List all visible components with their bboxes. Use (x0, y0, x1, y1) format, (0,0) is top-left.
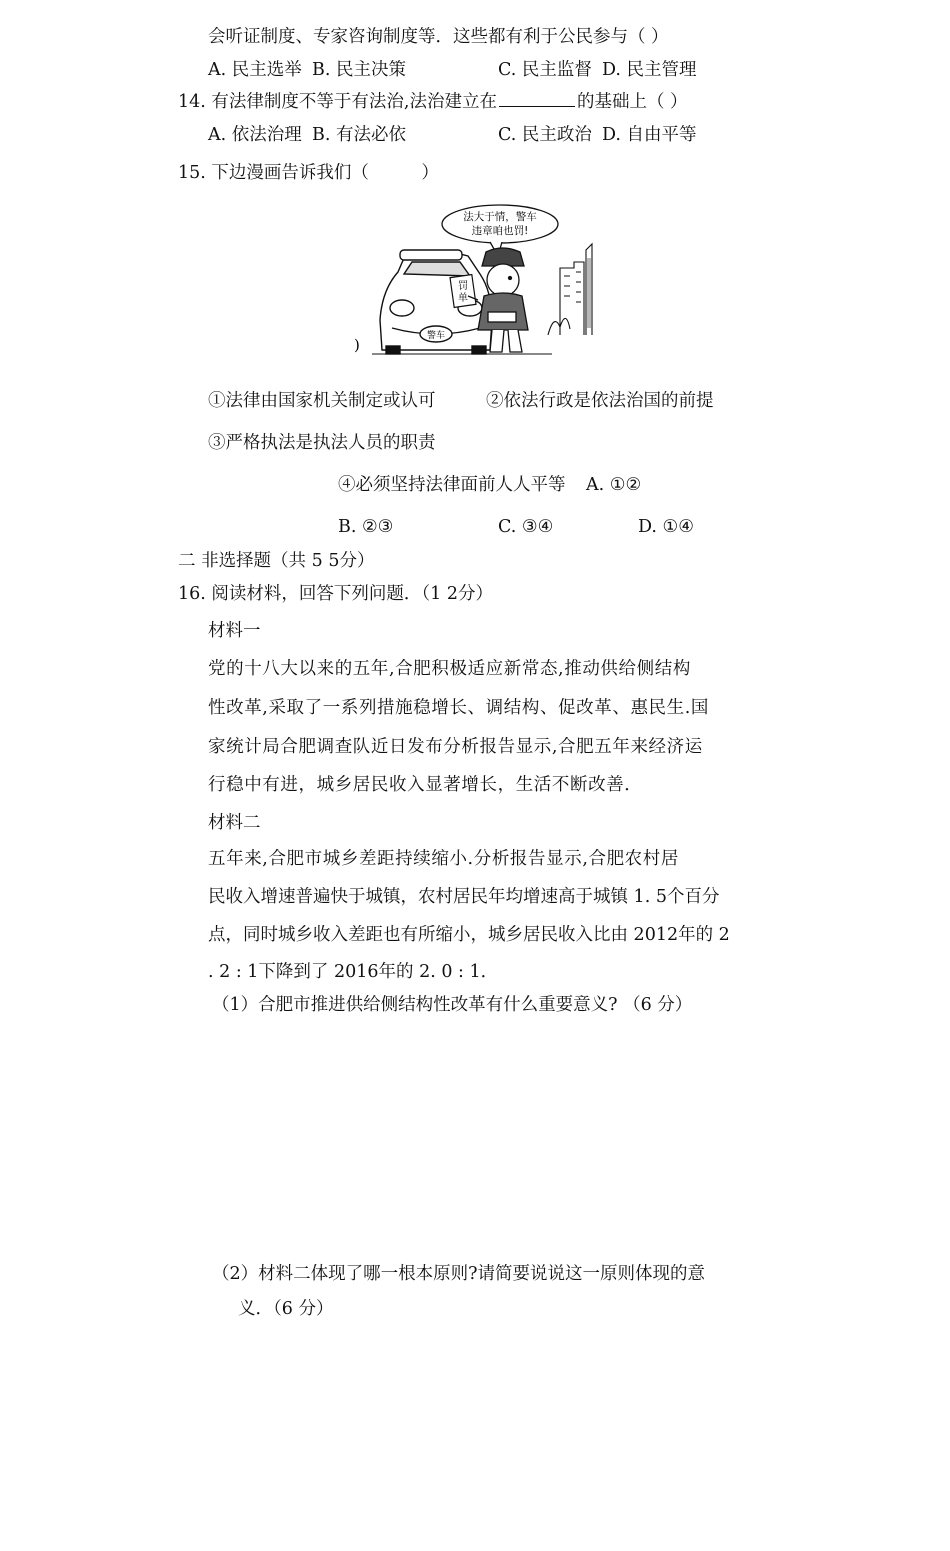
q14-stem-end: 的基础上（ ） (576, 92, 688, 112)
q13-continuation: 会听证制度、专家咨询制度等．这些都有利于公民参与（ ） (208, 27, 669, 47)
ticket-text-1: 罚 (458, 281, 468, 292)
material-1-line-4: 行稳中有进，城乡居民收入显著增长，生活不断改善． (208, 775, 643, 795)
ticket (450, 275, 476, 308)
material-2-line-3: 点，同时城乡收入差距也有所缩小，城乡居民收入比由 2012年的 2 (208, 925, 730, 945)
material-2-title: 材料二 (208, 813, 261, 833)
q15-statement-3: ③严格执法是执法人员的职责 (208, 433, 436, 453)
bubble-text-1: 法大于情，警车 (463, 211, 537, 223)
police-car-cartoon (352, 200, 600, 360)
material-1-line-1: 党的十八大以来的五年,合肥积极适应新常态,推动供给侧结构 (208, 659, 691, 679)
q15-statement-1: ①法律由国家机关制定或认可 (208, 391, 436, 411)
car-label: 警车 (426, 331, 446, 341)
section-2-title: 二 非选择题（共 5 5分） (178, 551, 375, 571)
material-1-line-2: 性改革,采取了一系列措施稳增长、调结构、促改革、惠民生.国 (208, 698, 710, 718)
material-1-line-3: 家统计局合肥调查队近日发布分析报告显示,合肥五年来经济运 (208, 737, 703, 757)
q16-subquestion-2-line-1: （2）材料二体现了哪一根本原则?请简要说说这一原则体现的意 (212, 1264, 706, 1284)
q13-option-a[interactable]: A. 民主选举 (208, 60, 302, 80)
q15-option-c[interactable]: C. ③④ (498, 517, 554, 537)
q15-option-b[interactable]: B. ②③ (338, 517, 394, 537)
stray-bracket: ) (354, 336, 360, 354)
q14-option-d[interactable]: D. 自由平等 (602, 125, 697, 145)
q16-subquestion-1: （1）合肥市推进供给侧结构性改革有什么重要意义? （6 分） (212, 995, 693, 1015)
answer-space-1[interactable] (200, 1024, 760, 1256)
q13-option-c[interactable]: C. 民主监督 (498, 60, 592, 80)
material-1-title: 材料一 (208, 621, 261, 641)
material-2-line-1: 五年来,合肥市城乡差距持续缩小.分析报告显示,合肥农村居 (208, 849, 679, 869)
q16-stem: 16. 阅读材料，回答下列问题．（1 2分） (178, 584, 493, 604)
bubble-text-2: 违章咱也罚! (471, 225, 529, 237)
q15-statement-2: ②依法行政是依法治国的前提 (486, 391, 714, 411)
q15-option-d[interactable]: D. ①④ (638, 517, 694, 537)
material-2-line-2: 民收入增速普遍快于城镇，农村居民年均增速高于城镇 1. 5个百分 (208, 887, 720, 907)
answer-space-2[interactable] (200, 1330, 760, 1530)
q14-option-b[interactable]: B. 有法必依 (312, 125, 406, 145)
q15-stem: 15. 下边漫画告诉我们（ ） (178, 163, 439, 183)
q13-option-b[interactable]: B. 民主决策 (312, 60, 406, 80)
q13-option-d[interactable]: D. 民主管理 (602, 60, 697, 80)
answer-blank[interactable] (499, 91, 575, 107)
q15-option-a[interactable]: A. ①② (586, 475, 642, 495)
q16-subquestion-2-line-2: 义．（6 分） (238, 1299, 334, 1319)
buildings-background (548, 244, 592, 335)
q14-option-a[interactable]: A. 依法治理 (208, 125, 302, 145)
ticket-text-2: 单 (458, 293, 468, 304)
q14-option-c[interactable]: C. 民主政治 (498, 125, 592, 145)
q14-stem-start: 14. 有法律制度不等于有法治,法治建立在 (178, 92, 497, 112)
material-2-line-4: . 2 : 1下降到了 2016年的 2. 0 : 1． (208, 962, 499, 982)
q14-stem (178, 91, 688, 113)
q15-statement-4: ④必须坚持法律面前人人平等 (338, 475, 566, 495)
